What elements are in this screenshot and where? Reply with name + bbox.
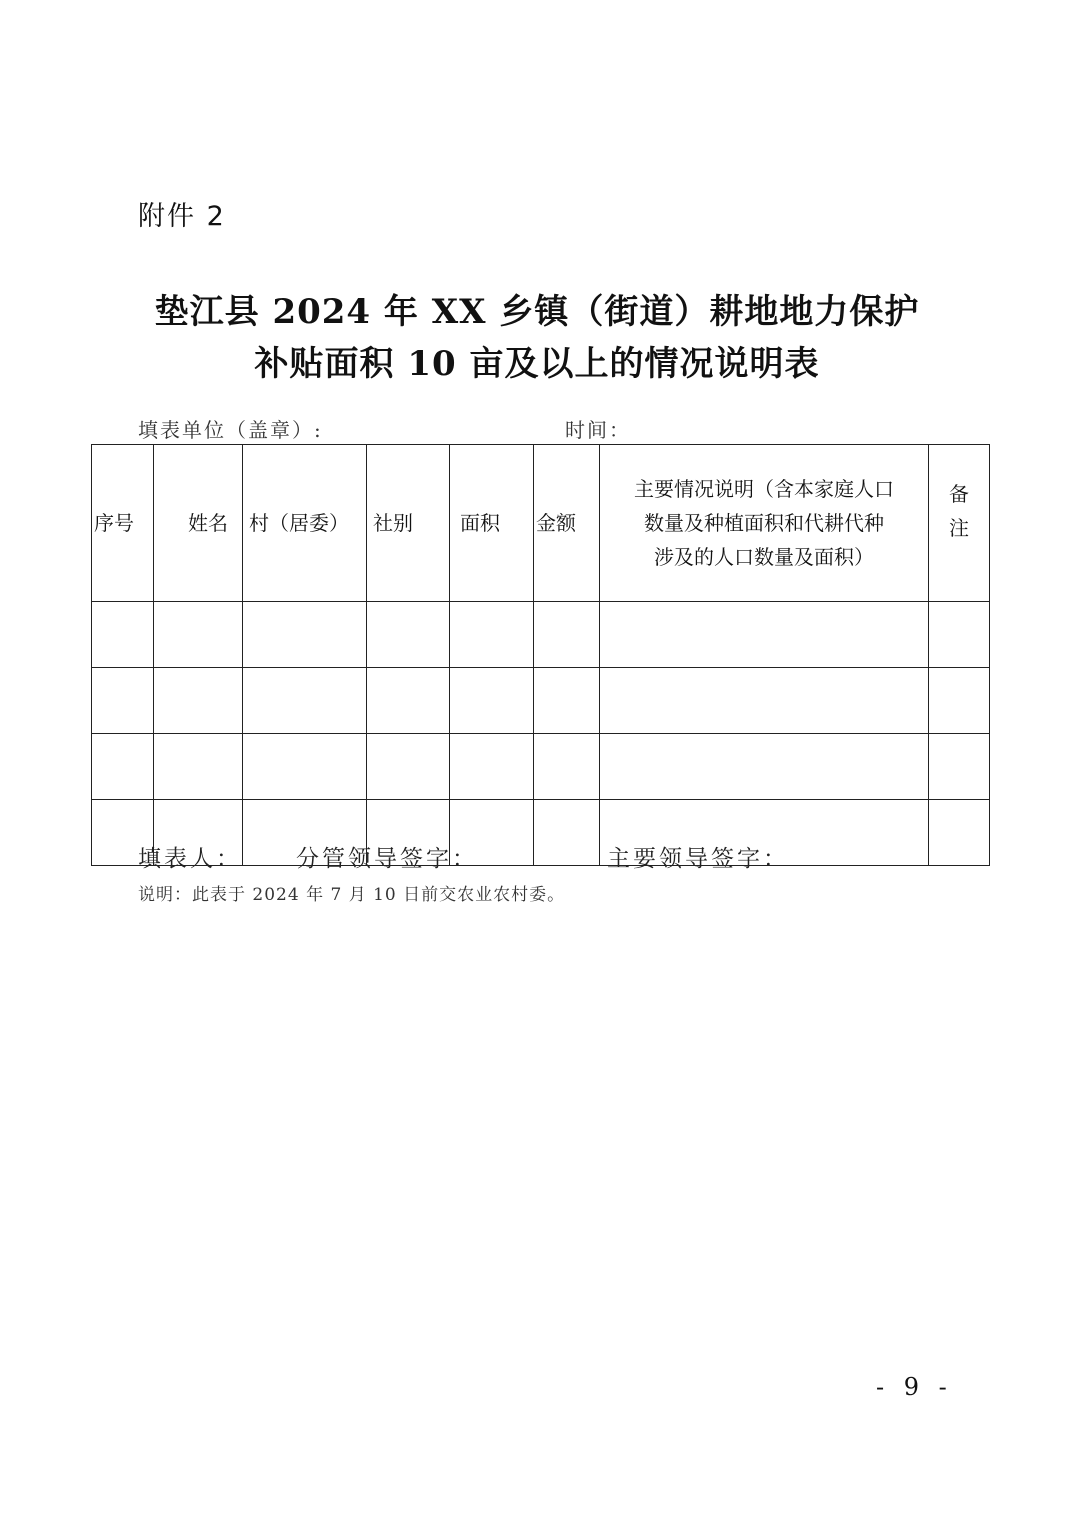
table-row: [92, 668, 990, 734]
table-row: [92, 734, 990, 800]
header-note-line-2: 注: [949, 516, 969, 540]
cell-village[interactable]: [243, 602, 367, 668]
document-title-line-2: 补贴面积 10 亩及以上的情况说明表: [254, 344, 820, 384]
cell-area[interactable]: [450, 734, 534, 800]
header-amount: 金额: [534, 445, 600, 602]
header-seq: 序号: [92, 445, 154, 602]
table-header-row: [92, 445, 990, 602]
header-group: 社别: [367, 445, 450, 602]
header-description: [600, 445, 929, 602]
document-title-line-1: 垫江县 2024 年 XX 乡镇（街道）耕地地力保护: [154, 292, 920, 332]
cell-name[interactable]: [154, 602, 243, 668]
cell-amount[interactable]: [534, 800, 600, 866]
header-note: [929, 445, 990, 602]
header-description-line-3: 涉及的人口数量及面积）: [654, 545, 874, 569]
main-leader-signature-label: 主要领导签字：: [607, 846, 789, 872]
cell-area[interactable]: [450, 668, 534, 734]
page-number: - 9 -: [876, 1373, 953, 1401]
cell-note[interactable]: [929, 800, 990, 866]
cell-name[interactable]: [154, 668, 243, 734]
cell-description[interactable]: [600, 602, 929, 668]
remark-note: 说明：此表于 2024 年 7 月 10 日前交农业农村委。: [138, 885, 566, 905]
cell-note[interactable]: [929, 668, 990, 734]
cell-amount[interactable]: [534, 668, 600, 734]
header-village: 村（居委）: [243, 445, 367, 602]
cell-village[interactable]: [243, 668, 367, 734]
cell-group[interactable]: [367, 734, 450, 800]
subsidy-explanation-table: [91, 444, 990, 866]
header-note-line-1: 备: [949, 482, 969, 506]
attachment-label: 附件 2: [138, 201, 226, 232]
cell-note[interactable]: [929, 734, 990, 800]
cell-seq[interactable]: [92, 602, 154, 668]
cell-amount[interactable]: [534, 602, 600, 668]
supervising-leader-signature-label: 分管领导签字：: [296, 846, 478, 872]
table-row: [92, 602, 990, 668]
header-description-line-2: 数量及种植面积和代耕代种: [644, 511, 884, 535]
cell-name[interactable]: [154, 734, 243, 800]
time-label: 时间：: [565, 418, 631, 442]
cell-seq[interactable]: [92, 734, 154, 800]
cell-group[interactable]: [367, 668, 450, 734]
cell-description[interactable]: [600, 668, 929, 734]
cell-area[interactable]: [450, 602, 534, 668]
filler-signature-label: 填表人：: [138, 846, 242, 872]
cell-group[interactable]: [367, 602, 450, 668]
cell-amount[interactable]: [534, 734, 600, 800]
fill-unit-label: 填表单位（盖章）:: [138, 418, 323, 442]
cell-note[interactable]: [929, 602, 990, 668]
header-area: 面积: [450, 445, 534, 602]
cell-seq[interactable]: [92, 668, 154, 734]
cell-village[interactable]: [243, 734, 367, 800]
header-name: 姓名: [154, 445, 243, 602]
cell-description[interactable]: [600, 734, 929, 800]
header-description-line-1: 主要情况说明（含本家庭人口: [634, 477, 894, 501]
